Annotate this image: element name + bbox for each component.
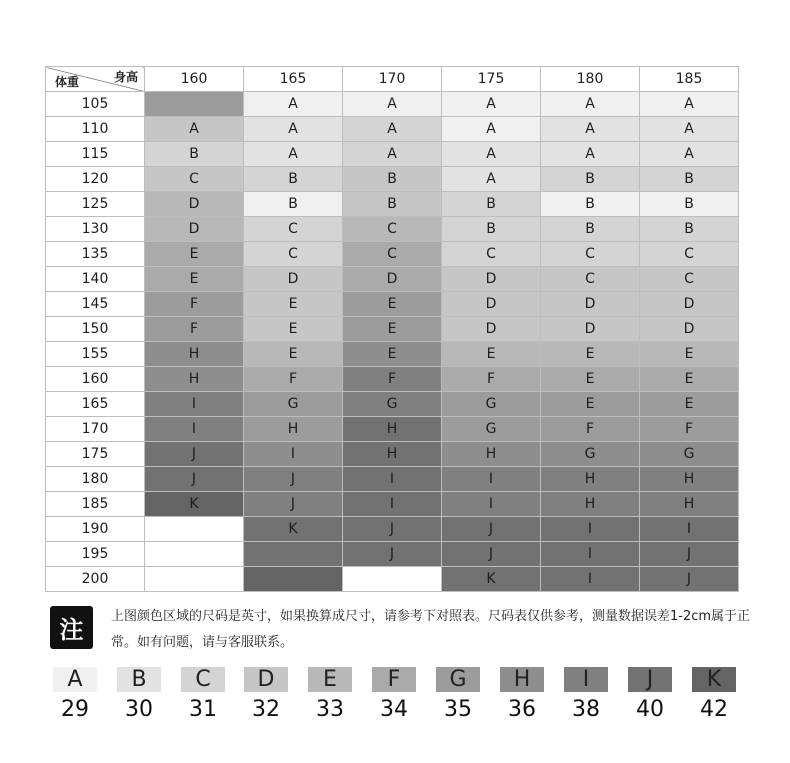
weight-header: 185 (46, 492, 145, 517)
height-header: 180 (541, 67, 640, 92)
table-row (46, 192, 739, 217)
size-cell: K (442, 567, 541, 592)
size-cell: A (541, 142, 640, 167)
legend-item (628, 667, 672, 722)
size-cell: I (343, 492, 442, 517)
size-cell: A (145, 117, 244, 142)
height-header: 165 (244, 67, 343, 92)
size-cell: A (244, 92, 343, 117)
height-header: 170 (343, 67, 442, 92)
size-cell: F (442, 367, 541, 392)
legend-value: 42 (700, 697, 728, 722)
table-row (46, 342, 739, 367)
weight-header: 140 (46, 267, 145, 292)
size-cell: C (541, 242, 640, 267)
size-cell: E (640, 342, 739, 367)
size-cell: G (640, 442, 739, 467)
legend-value: 29 (61, 697, 89, 722)
size-cell: A (244, 142, 343, 167)
size-cell: E (145, 242, 244, 267)
table-row (46, 267, 739, 292)
size-table (45, 66, 739, 592)
size-cell: A (343, 142, 442, 167)
weight-header: 190 (46, 517, 145, 542)
legend-swatch: F (372, 667, 416, 692)
legend-swatch: H (500, 667, 544, 692)
legend-item (117, 667, 161, 722)
size-cell: H (640, 492, 739, 517)
size-cell: G (442, 417, 541, 442)
size-cell: B (541, 217, 640, 242)
weight-header: 150 (46, 317, 145, 342)
size-cell: J (244, 467, 343, 492)
size-cell: E (343, 342, 442, 367)
size-cell: E (541, 392, 640, 417)
size-cell: D (541, 292, 640, 317)
size-cell: C (343, 217, 442, 242)
legend-value: 40 (636, 697, 664, 722)
size-cell: B (541, 167, 640, 192)
table-row (46, 467, 739, 492)
size-cell: E (343, 317, 442, 342)
size-cell: D (145, 192, 244, 217)
size-cell: B (640, 217, 739, 242)
size-cell: C (145, 167, 244, 192)
size-cell (145, 567, 244, 592)
size-cell: I (541, 567, 640, 592)
size-cell: A (541, 92, 640, 117)
size-cell: A (442, 117, 541, 142)
size-cell: I (343, 467, 442, 492)
size-cell (244, 542, 343, 567)
weight-header: 105 (46, 92, 145, 117)
size-cell: A (244, 117, 343, 142)
size-cell: A (442, 92, 541, 117)
size-cell: B (145, 142, 244, 167)
weight-header: 180 (46, 467, 145, 492)
size-cell: D (541, 317, 640, 342)
legend-value: 34 (380, 697, 408, 722)
header-row (46, 67, 739, 92)
legend-value: 38 (572, 697, 600, 722)
legend-swatch: E (308, 667, 352, 692)
table-row (46, 117, 739, 142)
size-cell: C (244, 242, 343, 267)
size-cell: J (145, 467, 244, 492)
size-cell: C (244, 217, 343, 242)
size-cell: D (244, 267, 343, 292)
size-cell: E (343, 292, 442, 317)
size-cell (244, 567, 343, 592)
legend-swatch: A (53, 667, 97, 692)
size-cell: F (640, 417, 739, 442)
size-cell: G (343, 392, 442, 417)
legend-swatch: B (117, 667, 161, 692)
legend-swatch: I (564, 667, 608, 692)
table-row (46, 517, 739, 542)
size-cell: A (640, 142, 739, 167)
size-cell: E (442, 342, 541, 367)
size-cell: H (145, 367, 244, 392)
size-cell: F (244, 367, 343, 392)
size-cell: E (244, 342, 343, 367)
weight-header: 165 (46, 392, 145, 417)
table-row (46, 242, 739, 267)
size-cell: B (640, 167, 739, 192)
size-cell: H (244, 417, 343, 442)
size-cell: F (145, 292, 244, 317)
size-cell: E (541, 342, 640, 367)
weight-header: 110 (46, 117, 145, 142)
size-cell: G (244, 392, 343, 417)
size-cell (343, 567, 442, 592)
legend-item (500, 667, 544, 722)
weight-header: 120 (46, 167, 145, 192)
size-cell: D (640, 292, 739, 317)
size-cell: H (541, 467, 640, 492)
size-cell: I (541, 542, 640, 567)
legend-item (692, 667, 736, 722)
size-cell: I (145, 417, 244, 442)
corner-weight-label: 体重 (55, 75, 80, 89)
weight-header: 175 (46, 442, 145, 467)
size-cell: I (145, 392, 244, 417)
size-cell: J (145, 442, 244, 467)
size-cell: B (640, 192, 739, 217)
legend-item (436, 667, 480, 722)
size-cell (145, 542, 244, 567)
legend-value: 36 (508, 697, 536, 722)
table-row (46, 92, 739, 117)
height-header: 160 (145, 67, 244, 92)
size-cell: H (343, 442, 442, 467)
size-cell: C (541, 267, 640, 292)
size-cell: E (640, 367, 739, 392)
height-header: 175 (442, 67, 541, 92)
weight-header: 160 (46, 367, 145, 392)
note-text: 上图颜色区域的尺码是英寸，如果换算成尺寸，请参考下对照表。尺码表仅供参考，测量数据误差1-2cm属于正常。如有问题，请与客服联系。 (111, 609, 751, 650)
size-cell (145, 517, 244, 542)
corner-height-label: 身高 (113, 70, 138, 84)
size-cell: E (244, 317, 343, 342)
legend-item (308, 667, 352, 722)
size-cell: J (343, 542, 442, 567)
weight-header: 145 (46, 292, 145, 317)
legend-swatch: C (181, 667, 225, 692)
size-cell: D (442, 292, 541, 317)
size-cell: E (145, 267, 244, 292)
size-cell: H (145, 342, 244, 367)
size-cell: K (244, 517, 343, 542)
size-cell: E (541, 367, 640, 392)
size-cell: J (640, 542, 739, 567)
size-cell: A (343, 117, 442, 142)
table-row (46, 292, 739, 317)
size-cell: J (244, 492, 343, 517)
size-cell: J (442, 542, 541, 567)
size-cell: A (640, 92, 739, 117)
table-row (46, 217, 739, 242)
height-header: 185 (640, 67, 739, 92)
size-cell: J (343, 517, 442, 542)
size-cell: B (442, 192, 541, 217)
legend-value: 32 (252, 697, 280, 722)
size-cell: A (343, 92, 442, 117)
size-cell (145, 92, 244, 117)
legend-value: 30 (125, 697, 153, 722)
size-cell: H (541, 492, 640, 517)
legend-swatch: J (628, 667, 672, 692)
size-cell: B (442, 217, 541, 242)
table-row (46, 542, 739, 567)
table-row (46, 492, 739, 517)
size-cell: H (442, 442, 541, 467)
size-cell: J (640, 567, 739, 592)
size-cell: B (343, 167, 442, 192)
size-cell: F (145, 317, 244, 342)
size-cell: I (640, 517, 739, 542)
legend-item (372, 667, 416, 722)
weight-header: 200 (46, 567, 145, 592)
size-cell: F (541, 417, 640, 442)
table-row (46, 567, 739, 592)
size-cell: D (442, 317, 541, 342)
legend-swatch: K (692, 667, 736, 692)
table-row (46, 442, 739, 467)
size-cell: F (343, 367, 442, 392)
size-cell: H (640, 467, 739, 492)
legend-item (244, 667, 288, 722)
legend-item (181, 667, 225, 722)
table-row (46, 417, 739, 442)
size-cell: C (640, 267, 739, 292)
table-row (46, 367, 739, 392)
legend-swatch: D (244, 667, 288, 692)
weight-header: 195 (46, 542, 145, 567)
legend-value: 33 (316, 697, 344, 722)
size-cell: D (145, 217, 244, 242)
size-cell: D (343, 267, 442, 292)
size-cell: B (541, 192, 640, 217)
size-cell: D (640, 317, 739, 342)
size-cell: I (244, 442, 343, 467)
size-cell: A (442, 167, 541, 192)
size-cell: A (541, 117, 640, 142)
legend-value: 31 (189, 697, 217, 722)
weight-header: 125 (46, 192, 145, 217)
weight-header: 135 (46, 242, 145, 267)
weight-header: 115 (46, 142, 145, 167)
note-badge: 注 (50, 606, 93, 649)
size-cell: I (541, 517, 640, 542)
legend-item (564, 667, 608, 722)
size-cell: C (640, 242, 739, 267)
size-cell: B (244, 192, 343, 217)
table-row (46, 317, 739, 342)
weight-header: 155 (46, 342, 145, 367)
corner-cell (46, 67, 145, 92)
table-row (46, 142, 739, 167)
size-cell: I (442, 467, 541, 492)
size-cell: A (640, 117, 739, 142)
legend-item (53, 667, 97, 722)
size-cell: B (343, 192, 442, 217)
size-cell: G (442, 392, 541, 417)
size-cell: I (442, 492, 541, 517)
size-cell: C (343, 242, 442, 267)
table-row (46, 392, 739, 417)
size-cell: H (343, 417, 442, 442)
size-cell: D (442, 267, 541, 292)
legend-value: 35 (444, 697, 472, 722)
size-cell: C (442, 242, 541, 267)
size-cell: A (442, 142, 541, 167)
legend-swatch: G (436, 667, 480, 692)
size-cell: G (541, 442, 640, 467)
size-cell: E (244, 292, 343, 317)
weight-header: 170 (46, 417, 145, 442)
size-cell: B (244, 167, 343, 192)
size-cell: E (640, 392, 739, 417)
size-cell: K (145, 492, 244, 517)
weight-header: 130 (46, 217, 145, 242)
table-row (46, 167, 739, 192)
size-cell: J (442, 517, 541, 542)
